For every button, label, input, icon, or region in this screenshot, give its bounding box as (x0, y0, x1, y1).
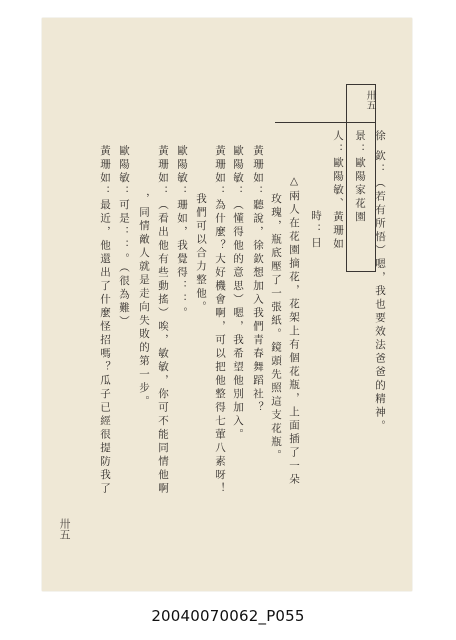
document-page (42, 18, 412, 591)
line-11: 歐陽敏：珊如，我覺得：：。 (176, 145, 188, 321)
line-8: 歐陽敏：（懂得他的意思）嗯，我希望他別加入。 (232, 145, 244, 442)
line-12: 黃珊如：（看出他有些動搖）唉，敏敏，你可不能同情他啊 (157, 145, 169, 496)
line-9: 黃珊如：為什麼？大好機會啊，可以把他整得七葷八素呀！ (214, 145, 226, 496)
line-6: 玫瑰，瓶底壓了一張紙。鏡頭先照這支花瓶。 (270, 193, 282, 463)
page-number: 卅五 (364, 90, 375, 110)
line-5: △兩人在花園摘花，花架上有個花瓶，上面插了一朵 (288, 175, 300, 487)
line-1: 徐 欽：（若有所悟）嗯，我也要效法爸爸的精神。 (374, 130, 386, 434)
image-caption: 20040070062_P055 (151, 607, 305, 625)
folio-number: 卅五 (58, 518, 71, 540)
line-10: 我們可以合力整他。 (195, 193, 207, 315)
line-7: 黃珊如：聽說，徐欽想加入我們青春舞蹈社？ (252, 145, 264, 415)
line-2: 景：歐陽家花園 (354, 130, 366, 225)
line-4: 時：日 (310, 210, 322, 251)
line-14: 歐陽敏：可是：：。（很為難） (118, 145, 130, 329)
line-15: 黃珊如：最近，他還出了什麼怪招嗎？瓜子已經很提防我了 (99, 145, 111, 496)
scene-divider (275, 122, 373, 123)
page-number-box (346, 84, 376, 123)
line-13: ，同情敵人就是走向失敗的第一步。 (138, 193, 150, 409)
line-3: 人：歐陽敏、黃珊如 (332, 130, 344, 252)
